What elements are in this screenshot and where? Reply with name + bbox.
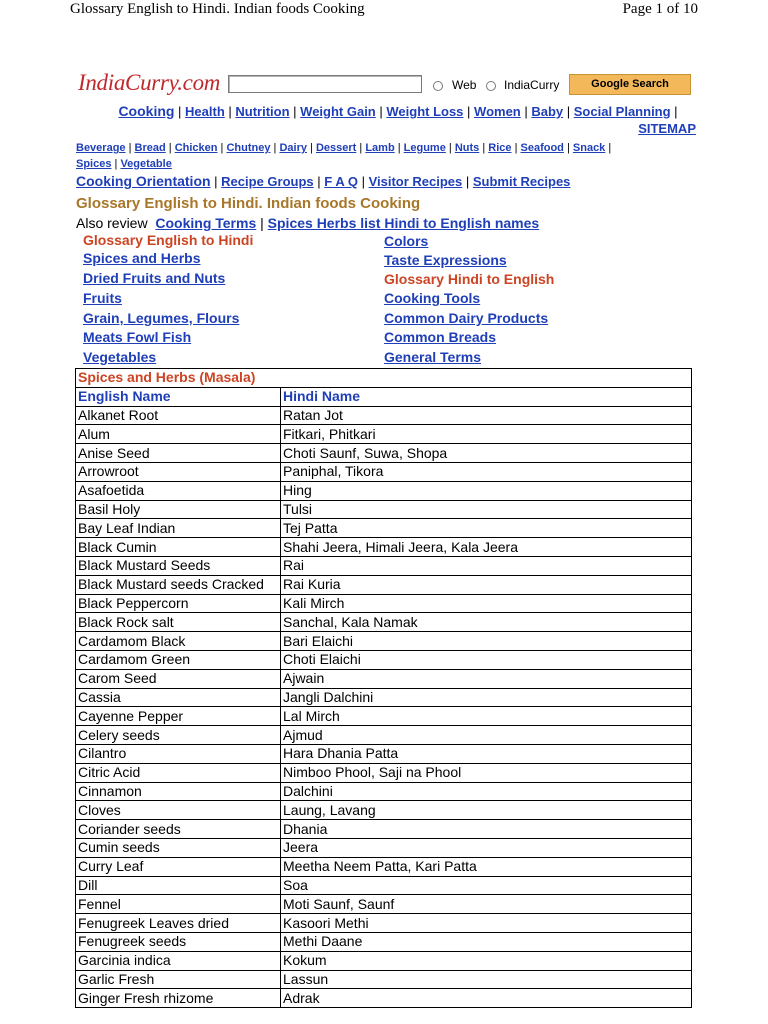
table-row <box>76 932 692 951</box>
table-row <box>76 406 692 425</box>
english-name-cell: Cumin seeds <box>76 838 281 857</box>
table-row <box>76 594 692 613</box>
english-name-cell: Curry Leaf <box>76 857 281 876</box>
print-header-page: Page 1 of 10 <box>622 1 698 17</box>
table-row <box>76 989 692 1008</box>
table-row <box>76 538 692 557</box>
hindi-name-cell: Tej Patta <box>281 519 692 538</box>
hindi-name-cell: Ratan Jot <box>281 406 692 425</box>
toc-dried-fruits-nuts[interactable]: Dried Fruits and Nuts <box>83 270 226 286</box>
english-name-cell: Arrowroot <box>76 462 281 481</box>
toc-fruits[interactable]: Fruits <box>83 290 122 306</box>
english-name-cell: Asafoetida <box>76 481 281 500</box>
table-row <box>76 556 692 575</box>
hindi-name-cell: Hing <box>281 481 692 500</box>
table-row <box>76 688 692 707</box>
toc-glossary-english-hindi: Glossary English to Hindi <box>83 232 254 248</box>
hindi-name-cell: Rai Kuria <box>281 575 692 594</box>
hindi-name-cell: Moti Saunf, Saunf <box>281 895 692 914</box>
hindi-name-cell: Shahi Jeera, Himali Jeera, Kala Jeera <box>281 538 692 557</box>
english-name-cell: Fenugreek Leaves dried <box>76 914 281 933</box>
hindi-name-cell: Fitkari, Phitkari <box>281 425 692 444</box>
link-cooking-terms[interactable]: Cooking Terms <box>155 215 257 231</box>
table-row <box>76 763 692 782</box>
english-name-cell: Garcinia indica <box>76 951 281 970</box>
english-name-cell: Cassia <box>76 688 281 707</box>
cat-dessert[interactable]: Dessert <box>315 142 357 154</box>
nav-visitor-recipes[interactable]: Visitor Recipes <box>368 174 463 189</box>
hindi-name-cell: Soa <box>281 876 692 895</box>
table-row <box>76 782 692 801</box>
toc-spices-herbs[interactable]: Spices and Herbs <box>83 250 201 266</box>
nav-cooking[interactable]: Cooking <box>118 103 175 119</box>
hindi-name-cell: Sanchal, Kala Namak <box>281 613 692 632</box>
cat-bread[interactable]: Bread <box>134 142 166 154</box>
english-name-cell: Cardamom Black <box>76 632 281 651</box>
english-name-cell: Celery seeds <box>76 726 281 745</box>
english-name-cell: Black Mustard seeds Cracked <box>76 575 281 594</box>
table-row <box>76 669 692 688</box>
nav-nutrition[interactable]: Nutrition <box>235 104 290 119</box>
hindi-name-cell: Dhania <box>281 820 692 839</box>
radio-web[interactable] <box>433 81 443 91</box>
link-spices-herbs-list[interactable]: Spices Herbs list Hindi to English names <box>267 215 540 231</box>
table-row <box>76 444 692 463</box>
cat-rice[interactable]: Rice <box>488 142 512 154</box>
english-name-cell: Cloves <box>76 801 281 820</box>
hindi-name-cell: Kali Mirch <box>281 594 692 613</box>
toc-cooking-tools[interactable]: Cooking Tools <box>384 290 481 306</box>
hindi-name-cell: Choti Elaichi <box>281 650 692 669</box>
cat-beverage[interactable]: Beverage <box>76 142 126 154</box>
cat-legume[interactable]: Legume <box>403 142 446 154</box>
hindi-name-cell: Ajwain <box>281 669 692 688</box>
table-header-row <box>76 387 692 406</box>
table-row <box>76 726 692 745</box>
google-search-button[interactable]: Google Search <box>569 74 691 95</box>
toc-general-terms[interactable]: General Terms <box>384 349 482 365</box>
hindi-name-cell: Paniphal, Tikora <box>281 462 692 481</box>
radio-indiacurry[interactable] <box>486 81 496 91</box>
table-row <box>76 519 692 538</box>
cat-dairy[interactable]: Dairy <box>279 142 307 154</box>
english-name-cell: Black Mustard Seeds <box>76 556 281 575</box>
table-row <box>76 707 692 726</box>
table-row <box>76 914 692 933</box>
nav-baby[interactable]: Baby <box>531 104 564 119</box>
english-name-cell: Cardamom Green <box>76 650 281 669</box>
hindi-name-cell: Lassun <box>281 970 692 989</box>
toc-grain-legumes-flours[interactable]: Grain, Legumes, Flours <box>83 310 240 326</box>
table-row <box>76 462 692 481</box>
nav-recipe-groups[interactable]: Recipe Groups <box>221 174 314 189</box>
english-name-cell: Coriander seeds <box>76 820 281 839</box>
nav-sitemap[interactable]: SITEMAP <box>638 121 696 136</box>
nav-women[interactable]: Women <box>474 104 521 119</box>
english-name-cell: Fennel <box>76 895 281 914</box>
hindi-name-cell: Jangli Dalchini <box>281 688 692 707</box>
nav-social-planning[interactable]: Social Planning <box>573 104 671 119</box>
english-name-cell: Black Cumin <box>76 538 281 557</box>
radio-indiacurry-label: IndiaCurry <box>504 78 560 92</box>
table-row <box>76 425 692 444</box>
english-name-cell: Cilantro <box>76 744 281 763</box>
toc-common-breads[interactable]: Common Breads <box>384 329 497 345</box>
table-row <box>76 970 692 989</box>
cat-nuts[interactable]: Nuts <box>454 142 480 154</box>
print-header-title: Glossary English to Hindi. Indian foods Cooking <box>70 1 365 17</box>
english-name-cell: Alum <box>76 425 281 444</box>
glossary-table <box>75 368 692 1008</box>
english-name-cell: Bay Leaf Indian <box>76 519 281 538</box>
nav-weight-loss[interactable]: Weight Loss <box>386 104 464 119</box>
also-review-label: Also review <box>76 215 148 231</box>
table-section-title: Spices and Herbs (Masala) <box>76 369 692 388</box>
nav-submit-recipes[interactable]: Submit Recipes <box>472 174 571 189</box>
table-row <box>76 838 692 857</box>
table-row <box>76 575 692 594</box>
english-name-cell: Basil Holy <box>76 500 281 519</box>
table-row <box>76 632 692 651</box>
column-header-english: English Name <box>76 387 281 406</box>
nav-weight-gain[interactable]: Weight Gain <box>300 104 376 119</box>
hindi-name-cell: Tulsi <box>281 500 692 519</box>
table-row <box>76 613 692 632</box>
english-name-cell: Black Rock salt <box>76 613 281 632</box>
english-name-cell: Garlic Fresh <box>76 970 281 989</box>
print-header <box>0 0 768 22</box>
hindi-name-cell: Ajmud <box>281 726 692 745</box>
hindi-name-cell: Meetha Neem Patta, Kari Patta <box>281 857 692 876</box>
english-name-cell: Black Peppercorn <box>76 594 281 613</box>
hindi-name-cell: Nimboo Phool, Saji na Phool <box>281 763 692 782</box>
cat-spices[interactable]: Spices <box>76 158 112 170</box>
toc-vegetables[interactable]: Vegetables <box>83 349 157 365</box>
table-row <box>76 650 692 669</box>
hindi-name-cell: Hara Dhania Patta <box>281 744 692 763</box>
hindi-name-cell: Bari Elaichi <box>281 632 692 651</box>
hindi-name-cell: Methi Daane <box>281 932 692 951</box>
search-input[interactable] <box>228 75 422 93</box>
hindi-name-cell: Dalchini <box>281 782 692 801</box>
english-name-cell: Citric Acid <box>76 763 281 782</box>
table-row <box>76 500 692 519</box>
toc-taste-expressions[interactable]: Taste Expressions <box>384 252 507 268</box>
hindi-name-cell: Choti Saunf, Suwa, Shopa <box>281 444 692 463</box>
nav-faq[interactable]: F A Q <box>324 174 358 189</box>
nav-cooking-orientation[interactable]: Cooking Orientation <box>76 173 211 189</box>
cat-lamb[interactable]: Lamb <box>365 142 395 154</box>
hindi-name-cell: Jeera <box>281 838 692 857</box>
main-nav: Cooking | Health | Nutrition | Weight Gain | Weight Loss | Women | Baby | Social Planning | SITEMAP <box>118 103 696 136</box>
category-nav: Beverage | Bread | Chicken | Chutney | Dairy | Dessert | Lamb | Legume | Nuts | Rice | Seafood | Snack | Spices | Vegetable <box>76 142 612 170</box>
table-row <box>76 820 692 839</box>
toc-colors[interactable]: Colors <box>384 233 429 249</box>
hindi-name-cell: Adrak <box>281 989 692 1008</box>
toc-common-dairy-products[interactable]: Common Dairy Products <box>384 310 549 326</box>
table-row <box>76 876 692 895</box>
info-nav: Cooking Orientation | Recipe Groups | F A Q | Visitor Recipes | Submit Recipes <box>76 173 571 189</box>
nav-health[interactable]: Health <box>185 104 225 119</box>
table-row <box>76 951 692 970</box>
cat-chutney[interactable]: Chutney <box>226 142 271 154</box>
english-name-cell: Ginger Fresh rhizome <box>76 989 281 1008</box>
hindi-name-cell: Rai <box>281 556 692 575</box>
english-name-cell: Cayenne Pepper <box>76 707 281 726</box>
table-row <box>76 895 692 914</box>
site-logo[interactable]: IndiaCurry.com <box>78 70 221 95</box>
toc-glossary-hindi-english: Glossary Hindi to English <box>384 271 555 287</box>
column-header-hindi: Hindi Name <box>281 387 692 406</box>
table-row <box>76 744 692 763</box>
english-name-cell: Anise Seed <box>76 444 281 463</box>
cat-seafood[interactable]: Seafood <box>520 142 564 154</box>
hindi-name-cell: Kokum <box>281 951 692 970</box>
table-row <box>76 801 692 820</box>
table-row <box>76 857 692 876</box>
also-review: Also review Cooking Terms | Spices Herbs list Hindi to English names <box>76 215 540 231</box>
english-name-cell: Carom Seed <box>76 669 281 688</box>
cat-snack[interactable]: Snack <box>572 142 606 154</box>
radio-web-label: Web <box>452 78 477 92</box>
english-name-cell: Fenugreek seeds <box>76 932 281 951</box>
toc-meats-fowl-fish[interactable]: Meats Fowl Fish <box>83 329 192 345</box>
page-title: Glossary English to Hindi. Indian foods Cooking <box>76 195 421 212</box>
english-name-cell: Cinnamon <box>76 782 281 801</box>
cat-chicken[interactable]: Chicken <box>174 142 218 154</box>
english-name-cell: Alkanet Root <box>76 406 281 425</box>
table-row <box>76 481 692 500</box>
hindi-name-cell: Kasoori Methi <box>281 914 692 933</box>
hindi-name-cell: Laung, Lavang <box>281 801 692 820</box>
hindi-name-cell: Lal Mirch <box>281 707 692 726</box>
english-name-cell: Dill <box>76 876 281 895</box>
table-section-row <box>76 369 692 388</box>
cat-vegetable[interactable]: Vegetable <box>120 158 172 170</box>
